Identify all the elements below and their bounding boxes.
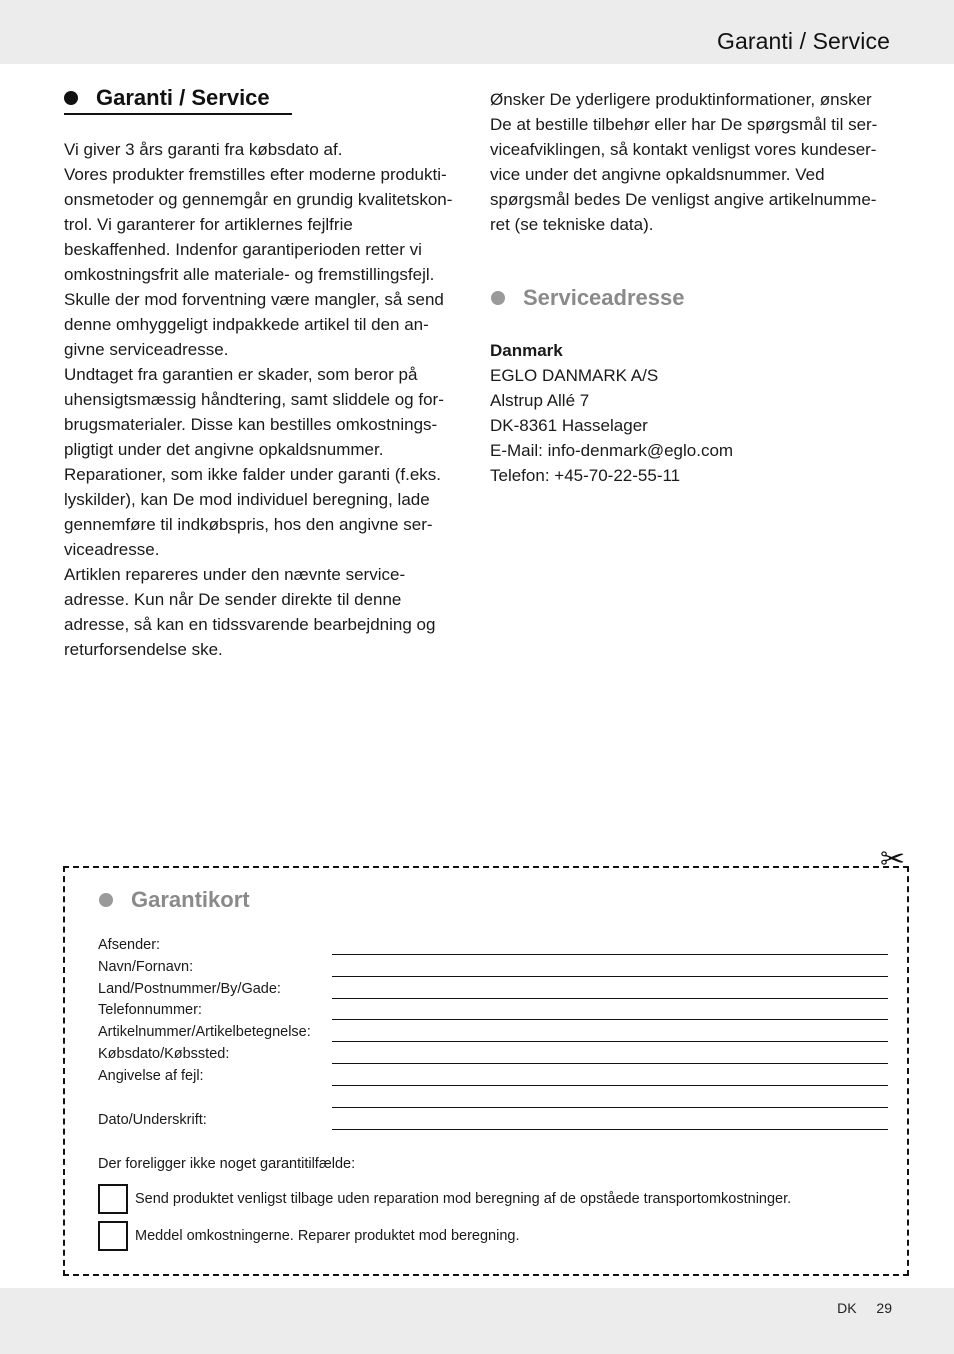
address-phone: Telefon: +45-70-22-55-11	[490, 466, 681, 485]
heading-underline	[64, 113, 292, 115]
contact-body	[490, 87, 877, 237]
field-label: Afsender:	[98, 937, 161, 953]
footer	[837, 1300, 892, 1316]
field-label: Navn/Fornavn:	[98, 959, 194, 975]
option-estimate[interactable]	[98, 1221, 519, 1251]
text-line: lyskilder), kan De mod individuel beregning, lade	[64, 490, 430, 509]
field-line[interactable]	[332, 954, 888, 956]
field-label: Dato/Underskrift:	[98, 1112, 207, 1128]
field-line[interactable]	[332, 1085, 888, 1087]
text-line: denne omhyggeligt indpakkede artikel til den an-	[64, 315, 429, 334]
form-field-name[interactable]	[98, 957, 888, 979]
service-address-heading-text: Serviceadresse	[523, 285, 685, 310]
field-line[interactable]	[332, 1041, 888, 1043]
text-line: brugsmaterialer. Disse kan bestilles omkostnings-	[64, 415, 438, 434]
warranty-heading	[64, 85, 270, 111]
text-line: omkostningsfrit alle materiale- og fremstillingsfejl.	[64, 265, 435, 284]
text-line: Vi giver 3 års garanti fra købsdato af.	[64, 140, 343, 159]
page-number: 29	[876, 1300, 892, 1316]
field-line[interactable]	[332, 1063, 888, 1065]
bullet-icon	[491, 291, 505, 305]
scissors-icon: ✂	[880, 843, 906, 876]
footer-bar	[0, 1288, 954, 1354]
text-line: Skulle der mod forventning være mangler, så send	[64, 290, 444, 309]
service-address	[490, 338, 733, 488]
page-title: Garanti / Service	[717, 28, 890, 54]
warranty-card-heading-text: Garantikort	[131, 887, 250, 912]
text-line: Vores produkter fremstilles efter moderne produkti-	[64, 165, 447, 184]
address-company: EGLO DANMARK A/S	[490, 366, 659, 385]
text-line: Undtaget fra garantien er skader, som beror på	[64, 365, 418, 384]
form-field-signature[interactable]	[98, 1110, 888, 1132]
form-field-phone[interactable]	[98, 1000, 888, 1022]
form-field-address[interactable]	[98, 979, 888, 1001]
option-label: Meddel omkostningerne. Reparer produktet mod beregning.	[135, 1228, 520, 1244]
warranty-heading-text: Garanti / Service	[96, 85, 270, 110]
warranty-card-heading	[99, 887, 250, 913]
bullet-icon	[64, 91, 78, 105]
form-field-purchase[interactable]	[98, 1044, 888, 1066]
option-return[interactable]	[98, 1184, 791, 1214]
text-line: beskaffenhed. Indenfor garantiperioden retter vi	[64, 240, 422, 259]
text-line: adresse. Kun når De sender direkte til denne	[64, 590, 402, 609]
text-line: trol. Vi garanterer for artiklernes fejlfrie	[64, 215, 353, 234]
text-line: ret (se tekniske data).	[490, 215, 654, 234]
address-street: Alstrup Allé 7	[490, 391, 590, 410]
text-line: vice under det angivne opkaldsnummer. Ved	[490, 165, 825, 184]
text-line: onsmetoder og gennemgår en grundig kvalitetskon-	[64, 190, 453, 209]
text-line: De at bestille tilbehør eller har De spørgsmål til ser-	[490, 115, 878, 134]
form-field-article[interactable]	[98, 1022, 888, 1044]
text-line: returforsendelse ske.	[64, 640, 223, 659]
field-label: Købsdato/Købssted:	[98, 1046, 230, 1062]
form-field-fault-extra[interactable]	[98, 1088, 888, 1110]
checkbox[interactable]	[98, 1184, 128, 1214]
no-warranty-note: Der foreligger ikke noget garantitilfælde:	[98, 1156, 356, 1172]
field-line[interactable]	[332, 1129, 888, 1131]
text-line: adresse, så kan en tidssvarende bearbejdning og	[64, 615, 436, 634]
text-line: gennemføre til indkøbspris, hos den angivne ser-	[64, 515, 433, 534]
address-email: E-Mail: info-denmark@eglo.com	[490, 441, 734, 460]
field-label: Land/Postnummer/By/Gade:	[98, 981, 281, 997]
field-line[interactable]	[332, 1107, 888, 1109]
field-line[interactable]	[332, 976, 888, 978]
address-city: DK-8361 Hasselager	[490, 416, 648, 435]
field-label: Telefonnummer:	[98, 1002, 202, 1018]
service-address-heading	[491, 285, 684, 311]
checkbox[interactable]	[98, 1221, 128, 1251]
text-line: viceadresse.	[64, 540, 160, 559]
warranty-body	[64, 137, 452, 662]
option-label: Send produktet venligst tilbage uden reparation mod beregning af de opståede transportomkostninger.	[135, 1191, 792, 1207]
text-line: spørgsmål bedes De venligst angive artikelnumme-	[490, 190, 877, 209]
bullet-icon	[99, 893, 113, 907]
form-field-fault[interactable]	[98, 1066, 888, 1088]
form-field-sender[interactable]	[98, 935, 888, 957]
text-line: Ønsker De yderligere produktinformationer, ønsker	[490, 90, 872, 109]
text-line: givne serviceadresse.	[64, 340, 229, 359]
text-line: pligtigt under det angivne opkaldsnummer.	[64, 440, 384, 459]
field-label: Angivelse af fejl:	[98, 1068, 204, 1084]
text-line: viceafviklingen, så kontakt venligst vores kundeser-	[490, 140, 877, 159]
address-country: Danmark	[490, 341, 563, 360]
field-line[interactable]	[332, 998, 888, 1000]
field-line[interactable]	[332, 1019, 888, 1021]
text-line: Reparationer, som ikke falder under garanti (f.eks.	[64, 465, 442, 484]
footer-lang: DK	[837, 1300, 857, 1316]
text-line: Artiklen repareres under den nævnte service-	[64, 565, 406, 584]
field-label: Artikelnummer/Artikelbetegnelse:	[98, 1024, 311, 1040]
text-line: uhensigtsmæssig håndtering, samt sliddele og for-	[64, 390, 444, 409]
